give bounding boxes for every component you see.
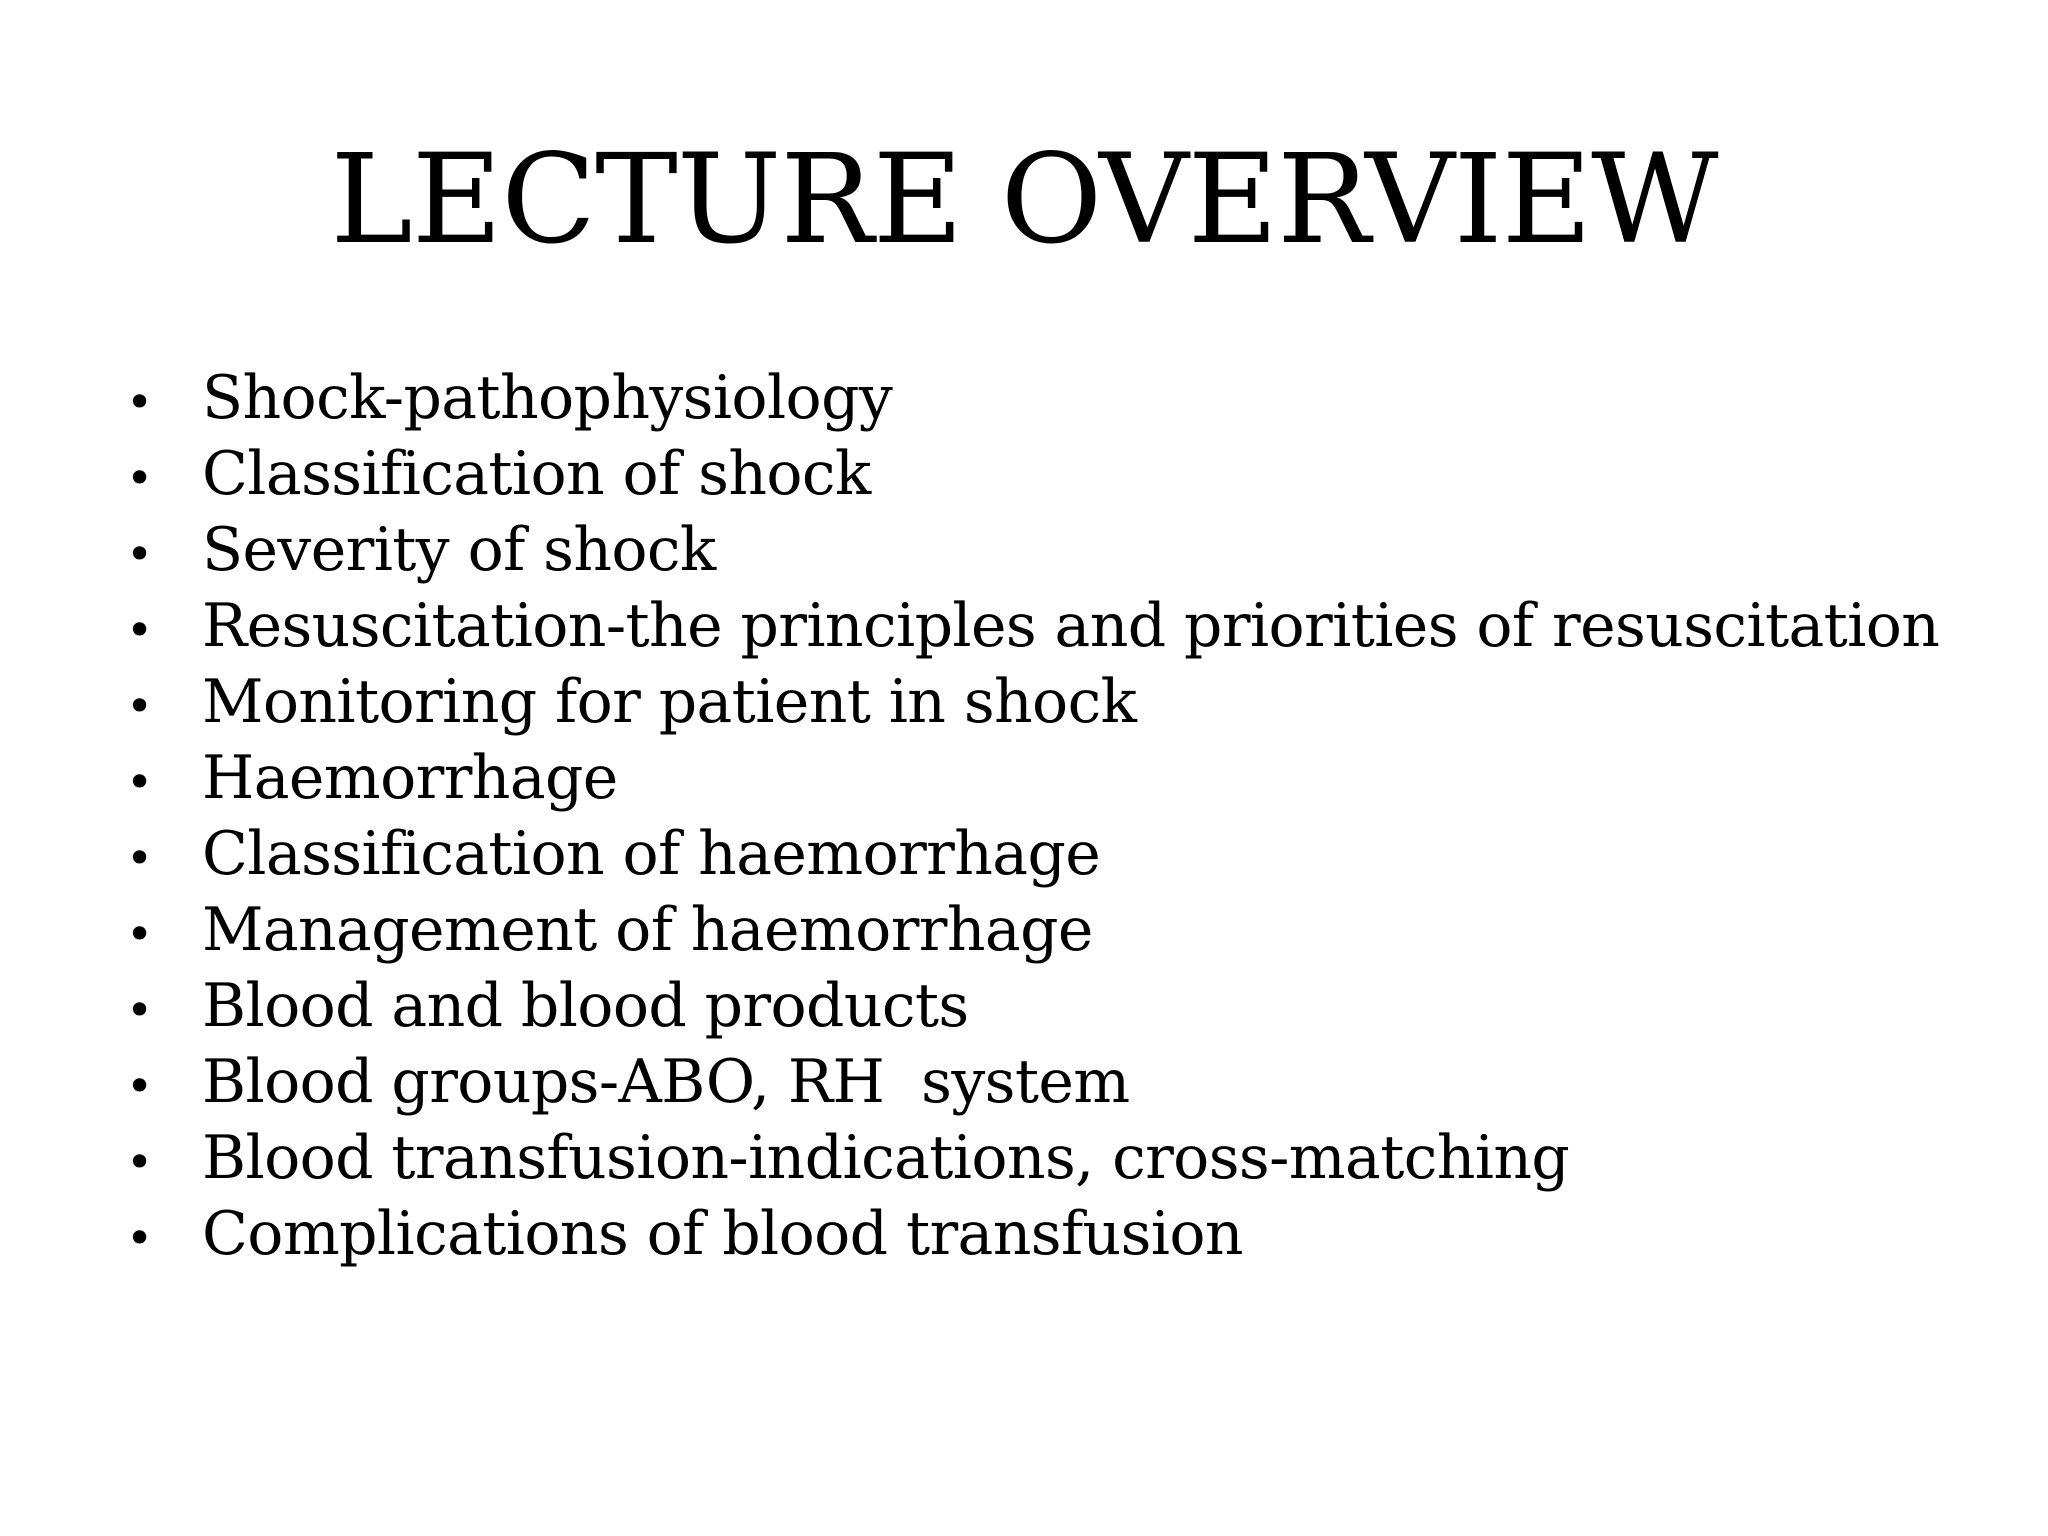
list-item-text: Blood groups-ABO, RH system [202,1047,1130,1117]
bullet-dot-icon: • [126,603,154,657]
list-item [120,1044,2020,1120]
list-item-text: Classification of haemorrhage [202,819,1101,889]
list-item [120,664,2020,740]
bullet-list [120,360,2020,1272]
list-item [120,512,2020,588]
list-item [120,588,2020,664]
bullet-dot-icon: • [126,451,154,505]
bullet-dot-icon: • [126,831,154,885]
bullet-dot-icon: • [126,907,154,961]
list-item-text: Severity of shock [202,515,716,585]
bullet-dot-icon: • [126,1135,154,1189]
list-item [120,1196,2020,1272]
bullet-dot-icon: • [126,755,154,809]
list-item [120,816,2020,892]
bullet-dot-icon: • [126,983,154,1037]
bullet-dot-icon: • [126,679,154,733]
list-item-text: Haemorrhage [202,743,618,813]
slide-title: LECTURE OVERVIEW [330,128,1718,272]
list-item [120,892,2020,968]
list-item [120,360,2020,436]
list-item-text: Monitoring for patient in shock [202,667,1137,737]
list-item-text: Classification of shock [202,439,871,509]
bullet-dot-icon: • [126,1211,154,1265]
bullet-dot-icon: • [126,527,154,581]
bullet-dot-icon: • [126,1059,154,1113]
list-item-text: Blood and blood products [202,971,969,1041]
list-item-text: Complications of blood transfusion [202,1199,1243,1269]
bullet-dot-icon: • [126,375,154,429]
list-item [120,1120,2020,1196]
list-item-text: Shock-pathophysiology [202,363,893,433]
list-item-text: Blood transfusion-indications, cross-matching [202,1123,1570,1193]
list-item [120,436,2020,512]
list-item-text: Management of haemorrhage [202,895,1093,965]
list-item-text: Resuscitation-the principles and priorities of resuscitation [202,591,1940,661]
list-item [120,968,2020,1044]
list-item [120,740,2020,816]
